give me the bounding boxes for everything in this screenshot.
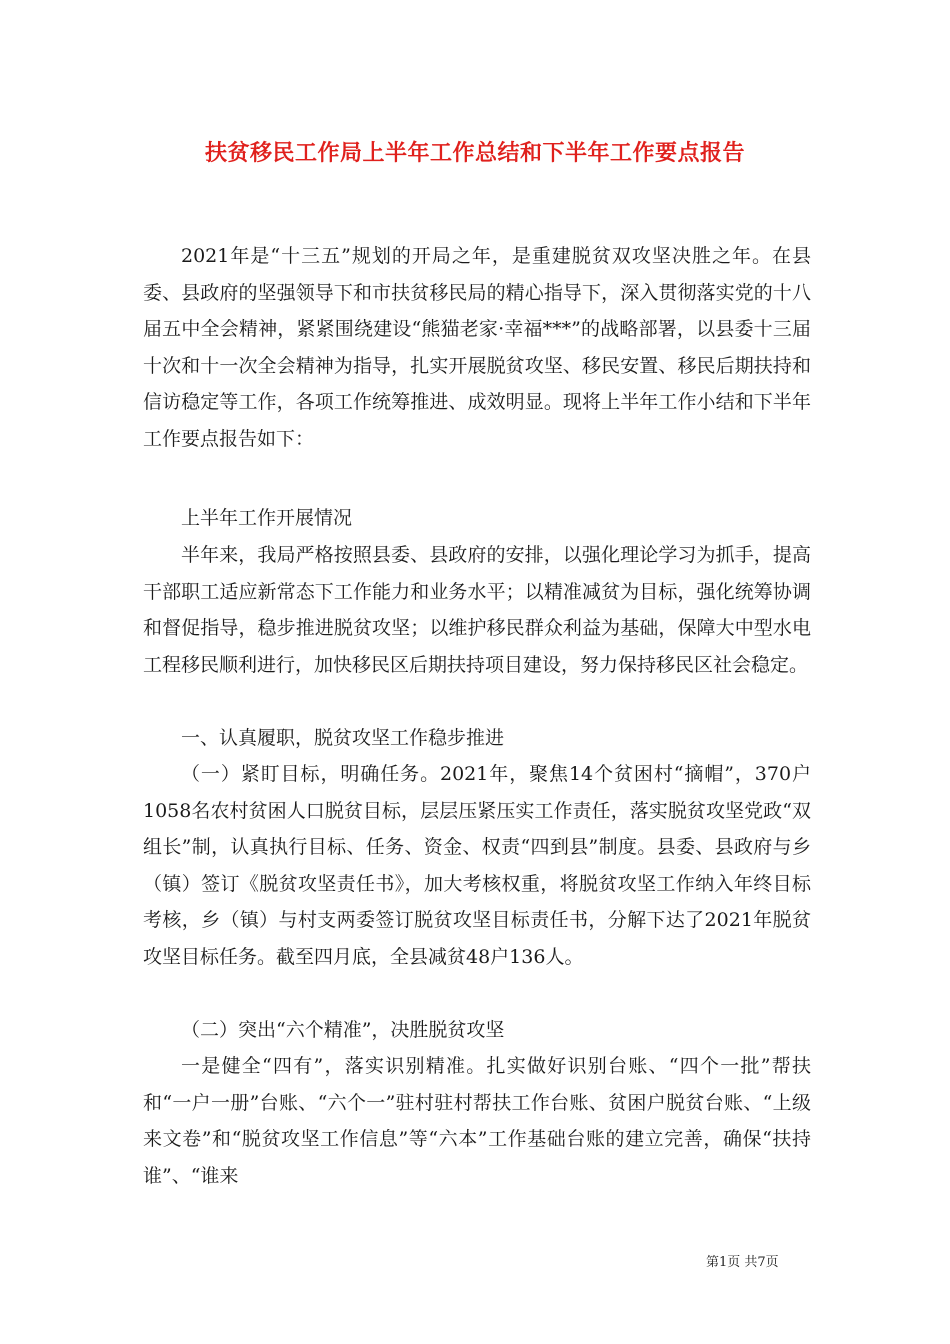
subsection-one-paragraph: （一）紧盯目标，明确任务。2021年，聚焦14个贫困村“摘帽”，370户1058名农村贫困人口脱贫目标，层层压紧压实工作责任，落实脱贫攻坚党政“双组长”制，认真执行目标、任务、资金、权责“四到县”制度。县委、县政府与乡（镇）签订《脱贫攻坚责任书》，加大考核权重，将脱贫攻坚工作纳入年终目标考核，乡（镇）与村支两委签订脱贫攻坚目标责任书，分解下达了2021年脱贫攻坚目标任务。截至四月底，全县减贫48户136人。: [143, 763, 811, 968]
page-number: 第1页 共7页: [706, 1255, 779, 1270]
intro-paragraph: 2021年是“十三五”规划的开局之年，是重建脱贫双攻坚决胜之年。在县委、县政府的坚强领导下和市扶贫移民局的精心指导下，深入贯彻落实党的十八届五中全会精神，紧紧围绕建设“熊猫老家·幸福***”的战略部署，以县委十三届十次和十一次全会精神为指导，扎实开展脱贫攻坚、移民安置、移民后期扶持和信访稳定等工作，各项工作统筹推进、成效明显。现将上半年工作小结和下半年工作要点报告如下：: [143, 245, 811, 450]
subsection-two-heading: （二）突出“六个精准”，决胜脱贫攻坚: [181, 1019, 505, 1041]
summary-paragraph: 半年来，我局严格按照县委、县政府的安排，以强化理论学习为抓手，提高干部职工适应新常态下工作能力和业务水平；以精准减贫为目标，强化统筹协调和督促指导，稳步推进脱贫攻坚；以维护移民群众利益为基础，保障大中型水电工程移民顺利进行，加快移民区后期扶持项目建设，努力保持移民区社会稳定。: [143, 544, 811, 676]
document-title: 扶贫移民工作局上半年工作总结和下半年工作要点报告: [204, 140, 745, 166]
section-heading-first-half: 上半年工作开展情况: [181, 507, 353, 529]
section-heading-one: 一、认真履职，脱贫攻坚工作稳步推进: [181, 727, 505, 749]
subsection-two-paragraph: 一是健全“四有”，落实识别精准。扎实做好识别台账、“四个一批”帮扶和“一户一册”台账、“六个一”驻村驻村帮扶工作台账、贫困户脱贫台账、“上级来文卷”和“脱贫攻坚工作信息”等“六本”工作基础台账的建立完善，确保“扶持谁”、“谁来: [143, 1055, 811, 1187]
